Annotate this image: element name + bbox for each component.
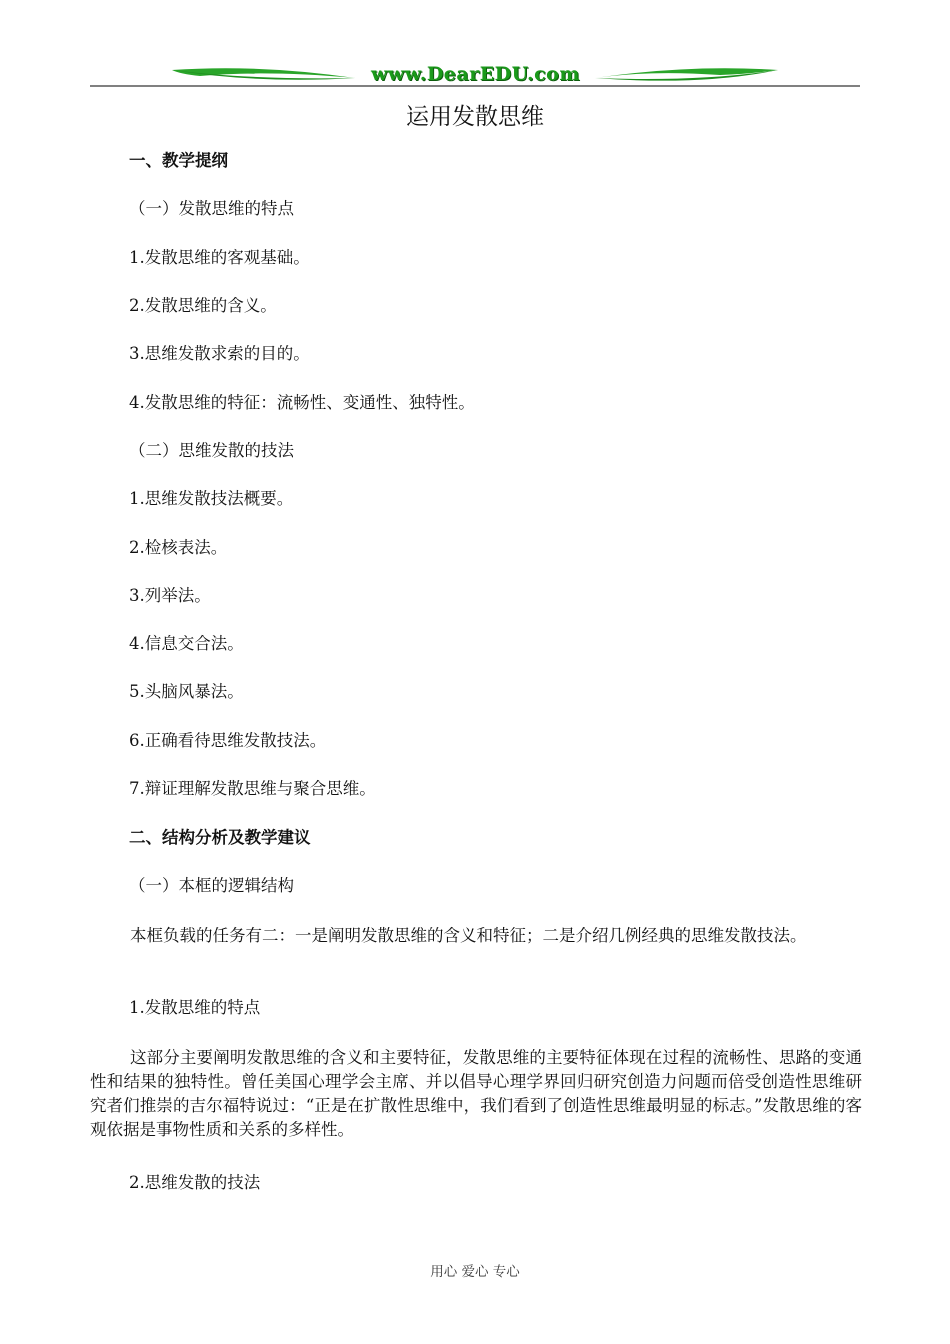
- outline-item: 1.发散思维的客观基础。: [129, 248, 310, 267]
- body-paragraph: 本框负载的任务有二：一是阐明发散思维的含义和特征；二是介绍几例经典的思维发散技法。: [130, 926, 807, 945]
- subsection-heading: （二）思维发散的技法: [129, 441, 294, 460]
- outline-item: 5.头脑风暴法。: [129, 682, 244, 701]
- outline-item: 6.正确看待思维发散技法。: [129, 731, 327, 750]
- outline-item: 3.列举法。: [129, 586, 211, 605]
- page-footer: 用心 爱心 专心: [430, 1264, 520, 1280]
- subsection-heading: （一）本框的逻辑结构: [129, 876, 294, 895]
- header-banner: [0, 58, 950, 92]
- outline-item: 7.辩证理解发散思维与聚合思维。: [129, 779, 376, 798]
- section-heading-1: 一、教学提纲: [129, 151, 228, 170]
- outline-item: 2.发散思维的含义。: [129, 296, 277, 315]
- body-paragraph: 这部分主要阐明发散思维的含义和主要特征，发散思维的主要特征体现在过程的流畅性、思路的变通性和结果的独特性。曾任美国心理学会主席、并以倡导心理学界回归研究创造力问题而倍受创造性思维研究者们推崇的吉尔福特说过：“正是在扩散性思维中，我们看到了创造性思维最明显的标志。”发散思维的客观依据是事物性质和关系的多样性。: [90, 1048, 862, 1139]
- outline-item: 4.发散思维的特征：流畅性、变通性、独特性。: [129, 393, 475, 412]
- site-logo: www.DearEDU.com: [371, 63, 580, 85]
- subsection-heading: 2.思维发散的技法: [129, 1173, 261, 1192]
- outline-item: 3.思维发散求索的目的。: [129, 344, 310, 363]
- outline-item: 4.信息交合法。: [129, 634, 244, 653]
- outline-item: 2.检核表法。: [129, 538, 228, 557]
- subsection-heading: 1.发散思维的特点: [129, 998, 261, 1017]
- outline-item: 1.思维发散技法概要。: [129, 489, 294, 508]
- section-heading-2: 二、结构分析及教学建议: [129, 828, 311, 847]
- subsection-heading: （一）发散思维的特点: [129, 199, 294, 218]
- page-title: 运用发散思维: [406, 104, 544, 130]
